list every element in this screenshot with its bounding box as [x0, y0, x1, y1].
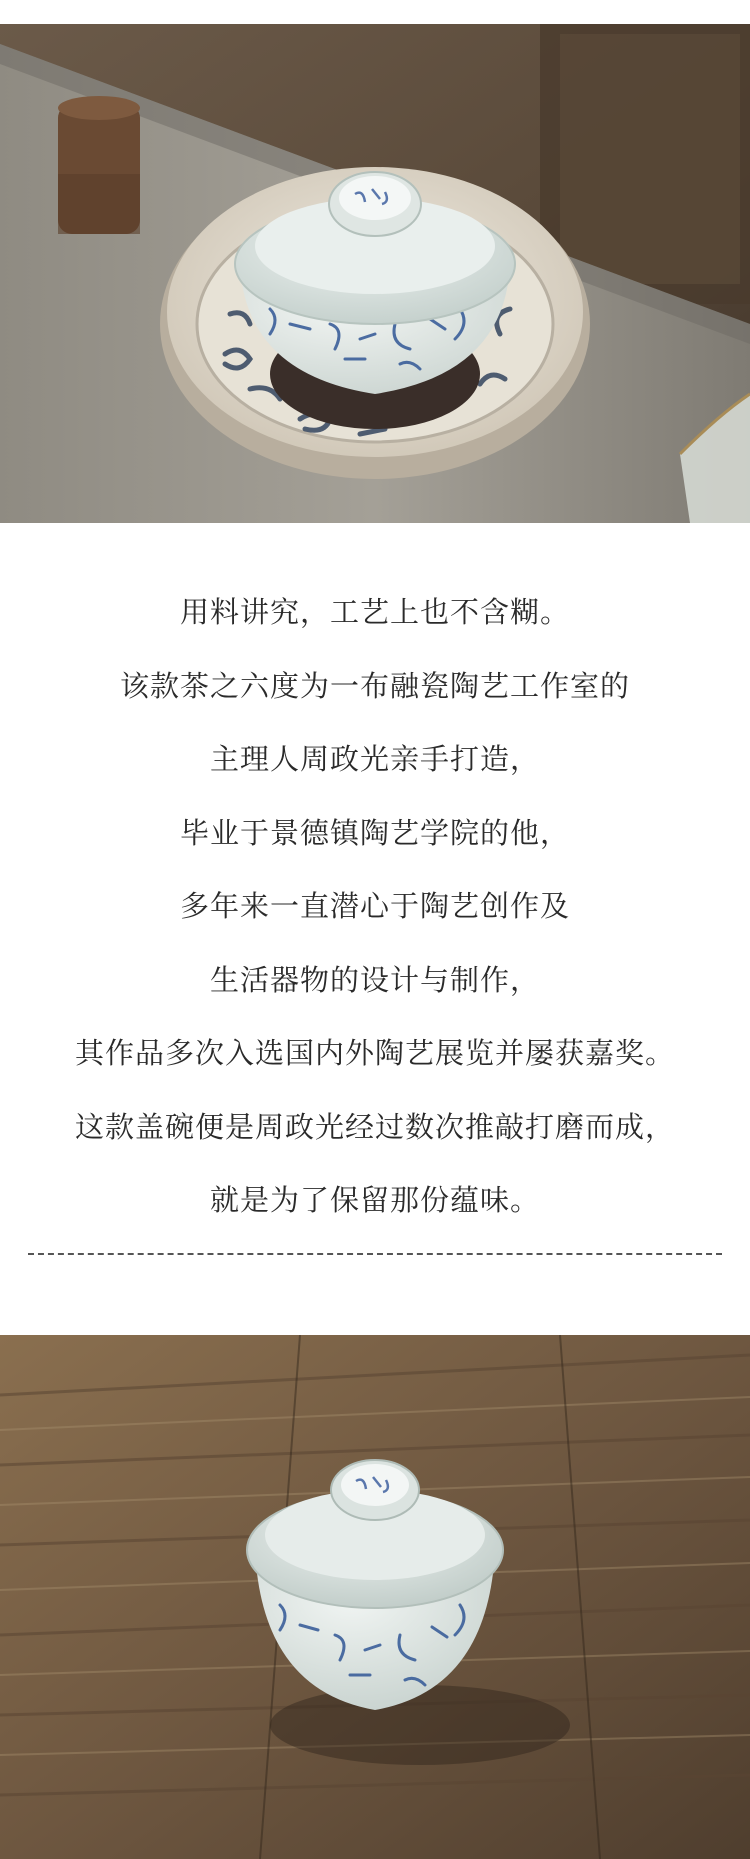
product-photo-top	[0, 24, 750, 523]
dashed-divider	[28, 1253, 722, 1255]
description-line: 就是为了保留那份蕴味。	[209, 1183, 540, 1217]
description-line: 用料讲究，工艺上也不含糊。	[179, 595, 570, 629]
product-description	[0, 576, 750, 1238]
gaiwan-wood-photo	[0, 1335, 750, 1859]
description-line: 毕业于景德镇陶艺学院的他，	[179, 815, 570, 850]
description-line: 其作品多次入选国内外陶艺展览并屡获嘉奖。	[74, 1036, 675, 1070]
description-line: 多年来一直潜心于陶艺创作及	[179, 889, 570, 923]
description-line: 生活器物的设计与制作，	[209, 962, 540, 997]
description-line: 该款茶之六度为一布融瓷陶艺工作室的	[119, 668, 630, 703]
description-line: 这款盖碗便是周政光经过数次推敲打磨而成，	[74, 1109, 675, 1144]
gaiwan-tray-photo	[0, 24, 750, 523]
product-photo-bottom	[0, 1335, 750, 1859]
description-line: 主理人周政光亲手打造，	[209, 742, 540, 776]
